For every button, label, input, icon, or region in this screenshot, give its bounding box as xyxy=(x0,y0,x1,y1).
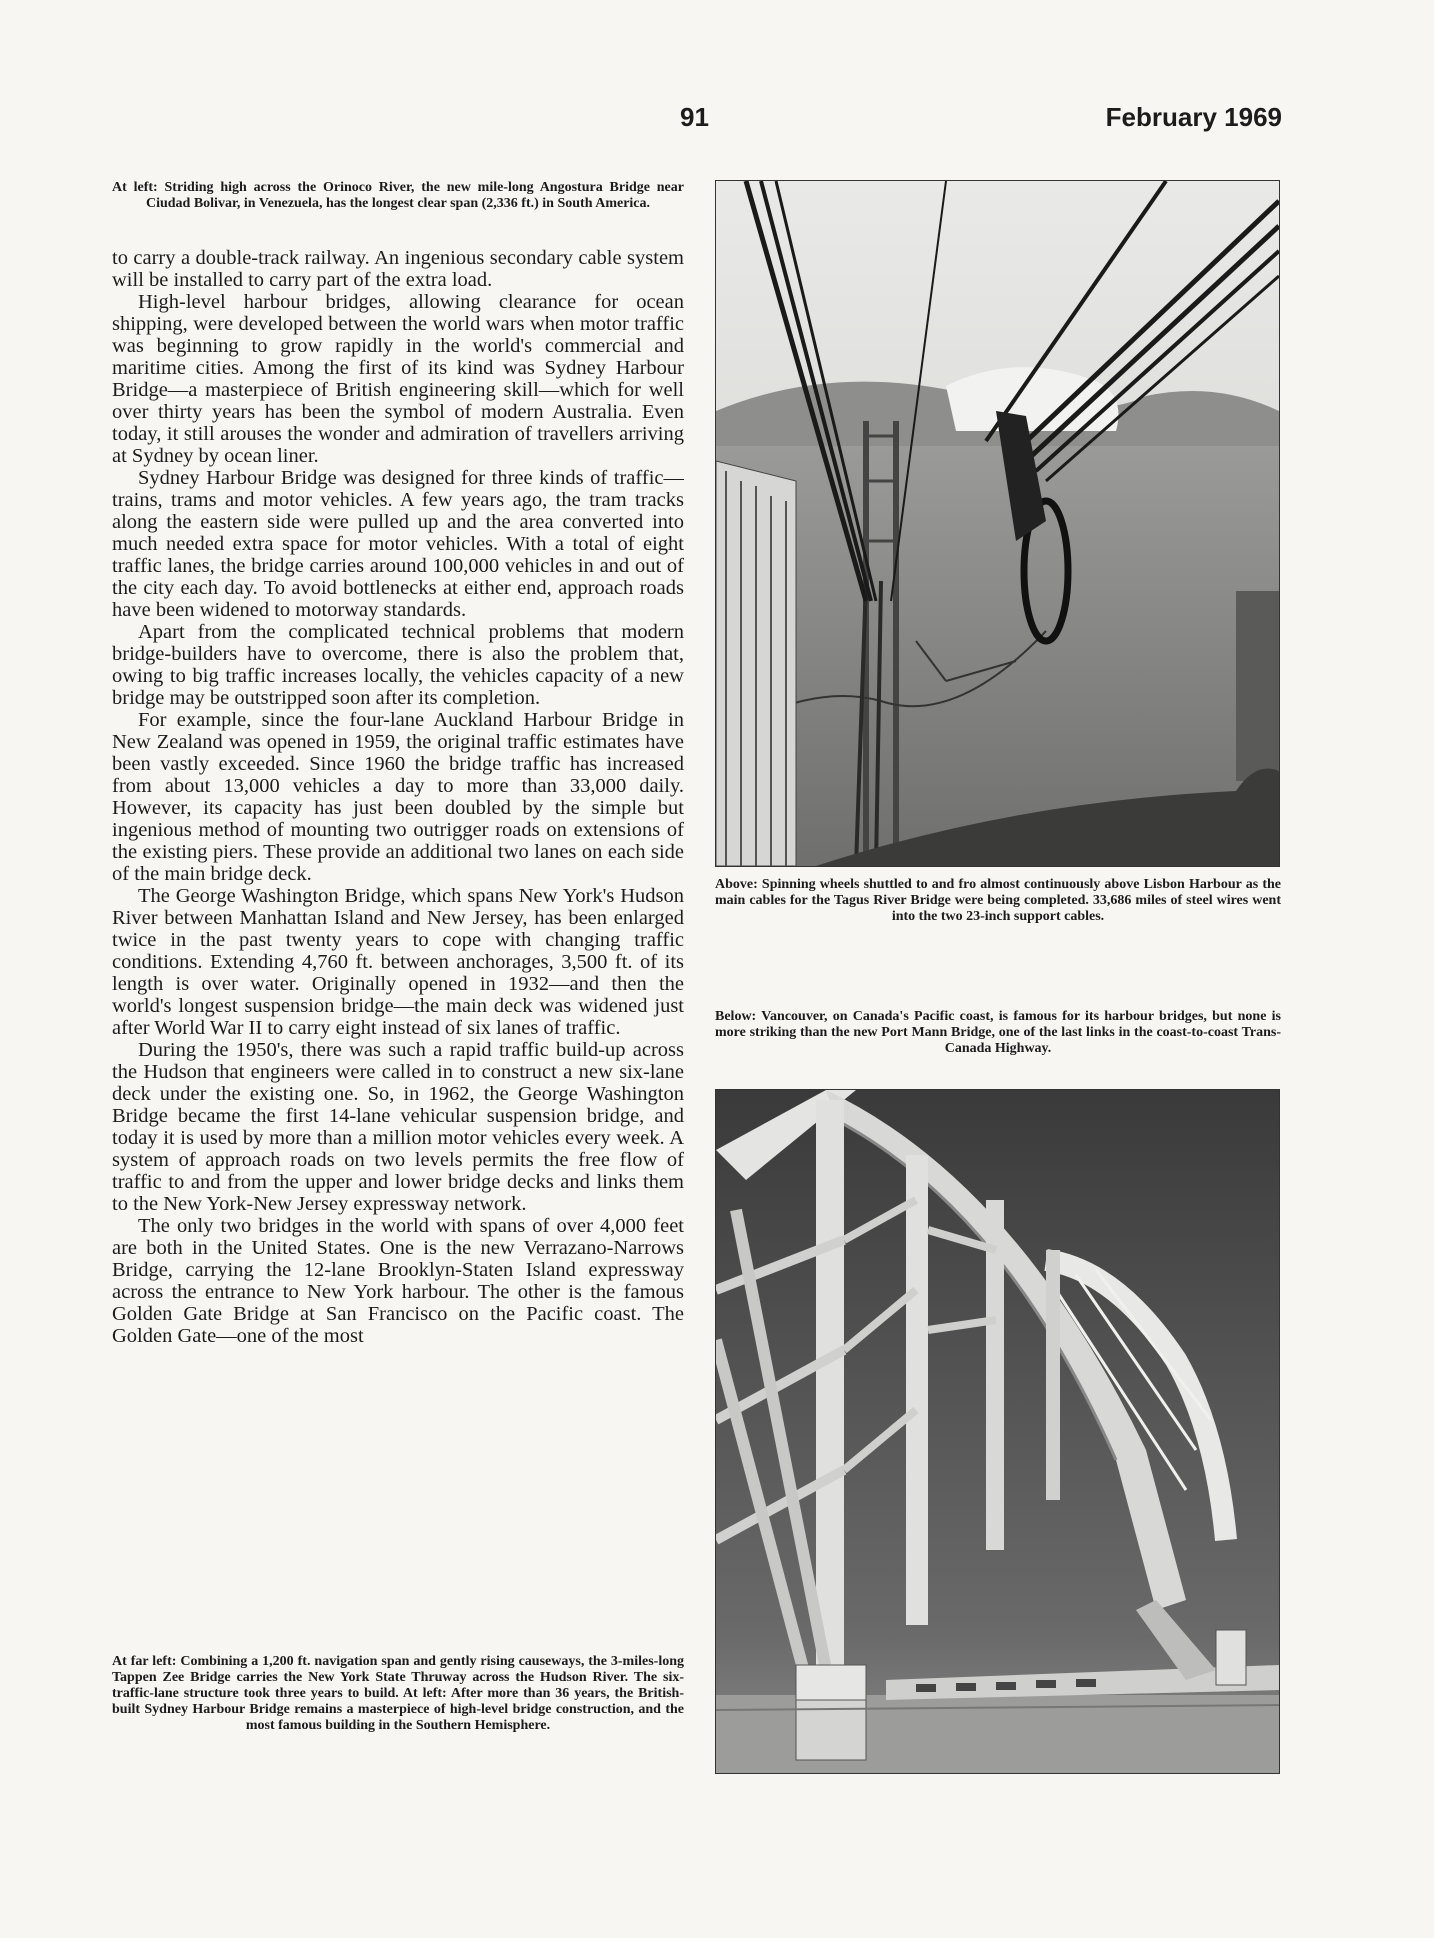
caption-port-mann-bridge: Below: Vancouver, on Canada's Pacific coast, is famous for its harbour bridges, but none is more striking than the new Port Mann Bridge, one of the last links in the coast-to-coast Trans-Canada Highway. xyxy=(715,1009,1281,1056)
paragraph: For example, since the four-lane Auckland Harbour Bridge in New Zealand was opened in 1959, the original traffic estimates have been vastly exceeded. Since 1960 the bridge traffic has increased from about 13,000 vehicles a day to more than 33,000 daily. However, its capacity has just been doubled by the simple but ingenious method of mounting two outrigger roads on extensions of the existing piers. These provide an additional two lanes on each side of the main bridge deck. xyxy=(112,709,684,885)
photo-tagus-bridge-cables xyxy=(715,180,1280,867)
paragraph: The George Washington Bridge, which spans New York's Hudson River between Manhattan Island and New Jersey, has been enlarged twice in the past twenty years to cope with changing traffic conditions. Extending 4,760 ft. between anchorages, 3,500 ft. of its length is over water. Originally opened in 1932—and then the world's longest suspension bridge—the main deck was widened just after World War II to carry eight instead of six lanes of traffic. xyxy=(112,885,684,1039)
photo-tagus-illustration xyxy=(716,181,1279,866)
paragraph: to carry a double-track railway. An ingenious secondary cable system will be installed to carry part of the extra load. xyxy=(112,247,684,291)
photo-port-mann-illustration xyxy=(716,1090,1279,1773)
paragraph: Sydney Harbour Bridge was designed for three kinds of traffic—trains, trams and motor vehicles. A few years ago, the tram tracks along the eastern side were pulled up and the area converted into much needed extra space for motor vehicles. With a total of eight traffic lanes, the bridge carries around 100,000 vehicles in and out of the city each day. To avoid bottlenecks at either end, approach roads have been widened to motorway standards. xyxy=(112,467,684,621)
paragraph: Apart from the complicated technical problems that modern bridge-builders have to overcome, there is also the problem that, owing to big traffic increases locally, the vehicles capacity of a new bridge may be outstripped soon after its completion. xyxy=(112,621,684,709)
paragraph: High-level harbour bridges, allowing clearance for ocean shipping, were developed between the world wars when motor traffic was beginning to grow rapidly in the world's commercial and maritime cities. Among the first of its kind was Sydney Harbour Bridge—a masterpiece of British engineering skill—which for well over thirty years has been the symbol of modern Australia. Even today, it still arouses the wonder and admiration of travellers arriving at Sydney by ocean liner. xyxy=(112,291,684,467)
page-number: 91 xyxy=(680,102,709,132)
article-body xyxy=(112,247,684,1642)
paragraph: The only two bridges in the world with spans of over 4,000 feet are both in the United States. One is the new Verrazano-Narrows Bridge, carrying the 12-lane Brooklyn-Staten Island expressway across the entrance to New York harbour. The other is the famous Golden Gate Bridge at San Francisco on the Pacific coast. The Golden Gate—one of the most xyxy=(112,1215,684,1347)
issue-date: February 1969 xyxy=(1105,102,1282,132)
photo-port-mann-bridge xyxy=(715,1089,1280,1774)
caption-tappen-zee-sydney: At far left: Combining a 1,200 ft. navigation span and gently rising causeways, the 3-miles-long Tappen Zee Bridge carries the New York State Thruway across the Hudson River. The six-traffic-lane structure took three years to build. At left: After more than 36 years, the British-built Sydney Harbour Bridge remains a masterpiece of high-level bridge construction, and the most famous building in the Southern Hemisphere. xyxy=(112,1654,684,1733)
caption-angostura-bridge: At left: Striding high across the Orinoco River, the new mile-long Angostura Bridge near Ciudad Bolivar, in Venezuela, has the longest clear span (2,336 ft.) in South America. xyxy=(112,180,684,211)
caption-tagus-river-bridge: Above: Spinning wheels shuttled to and fro almost continuously above Lisbon Harbour as the main cables for the Tagus River Bridge were being completed. 33,686 miles of steel wires went into the two 23-inch support cables. xyxy=(715,877,1281,924)
paragraph: During the 1950's, there was such a rapid traffic build-up across the Hudson that engineers were called in to construct a new six-lane deck under the existing one. So, in 1962, the George Washington Bridge became the first 14-lane vehicular suspension bridge, and today it is used by more than a million motor vehicles every week. A system of approach roads on two levels permits the free flow of traffic to and from the upper and lower bridge decks and links them to the New York-New Jersey expressway network. xyxy=(112,1039,684,1215)
